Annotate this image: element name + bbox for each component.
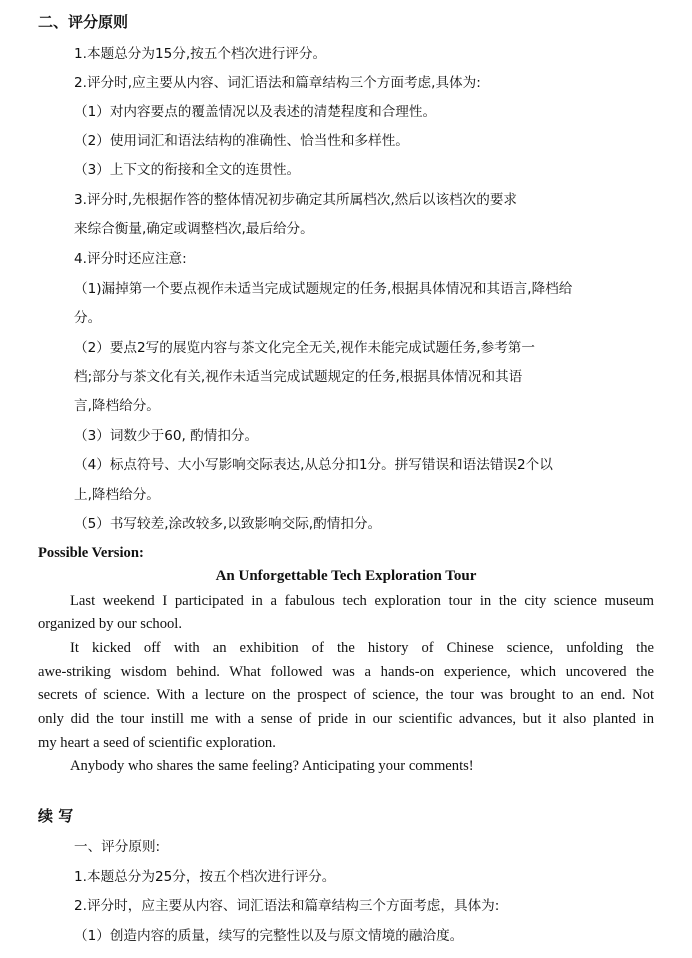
essay-line: only did the tour instill me with a sense of pride in our scientific advances, but it also planted in: [38, 711, 654, 727]
essay-line: organized by our school.: [38, 616, 183, 632]
rule-line: （2）使用词汇和语法结构的准确性、恰当性和多样性。: [74, 133, 409, 149]
rule-line: 档;部分与茶文化有关,视作未适当完成试题规定的任务,根据具体情况和其语: [74, 369, 523, 385]
rule-line: （3）词数少于60, 酌情扣分。: [74, 428, 259, 444]
rule-line: （1)漏掉第一个要点视作未适当完成试题规定的任务,根据具体情况和其语言,降档给: [74, 281, 573, 297]
essay-line: Last weekend I participated in a fabulous tech exploration tour in the city science museum: [70, 593, 654, 609]
essay-line: Anybody who shares the same feeling? Anticipating your comments!: [70, 758, 474, 774]
essay-line: my heart a seed of scientific exploration.: [38, 735, 276, 751]
essay-line: secrets of science. With a lecture on the prospect of science, the tour was brought to an end. Not: [38, 687, 654, 703]
rule-line: 来综合衡量,确定或调整档次,最后给分。: [74, 221, 314, 237]
rule-line: （2）要点2写的展览内容与茶文化完全无关,视作未能完成试题任务,参考第一: [74, 340, 535, 356]
essay-line: It kicked off with an exhibition of the history of Chinese science, unfolding the: [70, 640, 654, 656]
rule-line: （5）书写较差,涂改较多,以致影响交际,酌情扣分。: [74, 516, 382, 532]
possible-version-label: Possible Version:: [38, 545, 144, 561]
rule-line: 分。: [74, 310, 102, 326]
essay-line: awe-striking wisdom behind. What followed was a hands-on experience, which uncovered the: [38, 664, 654, 680]
essay-title: An Unforgettable Tech Exploration Tour: [215, 568, 477, 584]
section-heading: 二、评分原则: [38, 13, 129, 31]
rule-line: （1）对内容要点的覆盖情况以及表述的清楚程度和合理性。: [74, 104, 437, 120]
continuation-line: 一、评分原则:: [74, 839, 161, 855]
rule-line: （4）标点符号、大小写影响交际表达,从总分扣1分。拼写错误和语法错误2个以: [74, 457, 553, 473]
rule-line: 2.评分时,应主要从内容、词汇语法和篇章结构三个方面考虑,具体为:: [74, 75, 481, 91]
rule-line: 3.评分时,先根据作答的整体情况初步确定其所属档次,然后以该档次的要求: [74, 192, 518, 208]
continuation-line: 2.评分时，应主要从内容、词汇语法和篇章结构三个方面考虑，具体为:: [74, 898, 500, 914]
rule-line: 言,降档给分。: [74, 398, 160, 414]
continuation-line: （1）创造内容的质量，续写的完整性以及与原文情境的融洽度。: [74, 928, 464, 944]
continuation-heading: 续 写: [38, 807, 74, 825]
rule-line: 4.评分时还应注意:: [74, 251, 187, 267]
rule-line: 1.本题总分为15分,按五个档次进行评分。: [74, 46, 327, 62]
continuation-line: 1.本题总分为25分，按五个档次进行评分。: [74, 869, 336, 885]
rule-line: （3）上下文的衔接和全文的连贯性。: [74, 162, 301, 178]
rule-line: 上,降档给分。: [74, 487, 160, 503]
